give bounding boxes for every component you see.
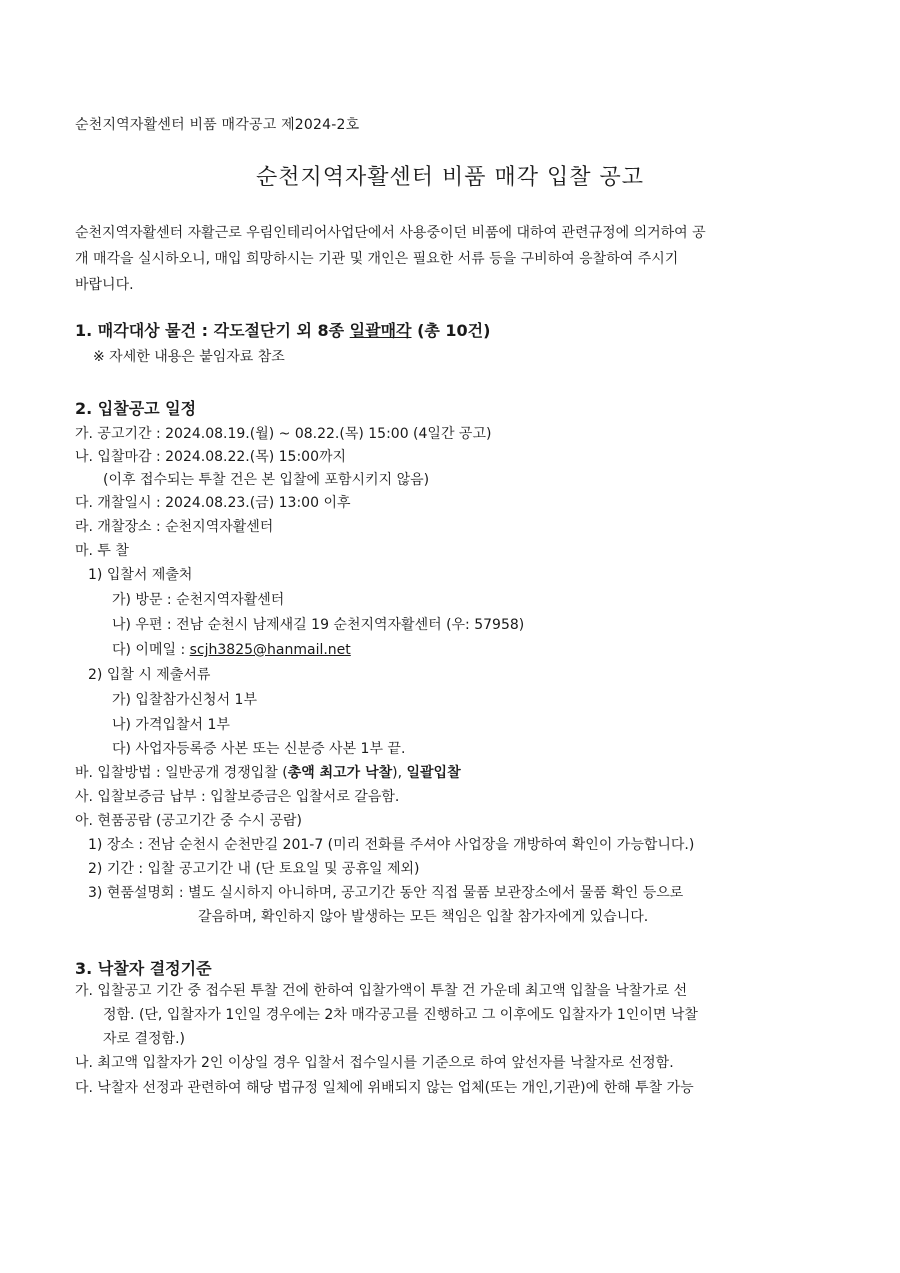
email-label: 다) 이메일 :	[112, 642, 190, 658]
submission-visit: 가) 방문 : 순천지역자활센터	[112, 592, 285, 608]
criteria-c: 다. 낙찰자 선정과 관련하여 해당 법규정 일체에 위배되지 않는 업체(또는 개인,기관)에 한해 투찰 가능	[75, 1080, 694, 1096]
bidding-method-mid: ),	[392, 765, 407, 781]
bidding-method	[75, 762, 461, 782]
schedule-bidding: 마. 투 찰	[75, 543, 129, 559]
intro-line-1: 순천지역자활센터 자활근로 우림인테리어사업단에서 사용중이던 비품에 대하여 관련규정에 의거하여 공	[75, 225, 706, 241]
submission-place-heading: 1) 입찰서 제출처	[88, 567, 193, 583]
schedule-opening-place: 라. 개찰장소 : 순천지역자활센터	[75, 519, 274, 535]
required-docs-heading: 2) 입찰 시 제출서류	[88, 667, 211, 683]
submission-email	[112, 639, 351, 659]
section1-note: ※ 자세한 내용은 붙임자료 참조	[93, 349, 285, 365]
inspection-briefing: 3) 현품설명회 : 별도 실시하지 아니하며, 공고기간 동안 직접 물품 보관장소에서 물품 확인 등으로	[88, 885, 684, 901]
section1-underlined: 일괄매각	[349, 321, 412, 340]
criteria-a-line-2: 정함. (단, 입찰자가 1인일 경우에는 2차 매각공고를 진행하고 그 이후에도 입찰자가 1인이면 낙찰	[103, 1007, 698, 1023]
page-title: 순천지역자활센터 비품 매각 입찰 공고	[255, 165, 644, 190]
section3-heading: 3. 낙찰자 결정기준	[75, 959, 212, 978]
schedule-deadline: 나. 입찰마감 : 2024.08.22.(목) 15:00까지	[75, 449, 347, 465]
section1-prefix: 1. 매각대상 물건 : 각도절단기 외 8종	[75, 321, 350, 340]
document-number: 순천지역자활센터 비품 매각공고 제2024-2호	[75, 117, 360, 133]
required-doc-2: 나) 가격입찰서 1부	[112, 717, 230, 733]
required-doc-3: 다) 사업자등록증 사본 또는 신분증 사본 1부 끝.	[112, 741, 406, 757]
section2-heading: 2. 입찰공고 일정	[75, 399, 197, 418]
schedule-deadline-note: (이후 접수되는 투찰 건은 본 입찰에 포함시키지 않음)	[103, 472, 430, 488]
required-doc-1: 가) 입찰참가신청서 1부	[112, 692, 257, 708]
criteria-a-line-1: 가. 입찰공고 기간 중 접수된 투찰 건에 한하여 입찰가액이 투찰 건 가운데 최고액 입찰을 낙찰가로 선	[75, 983, 688, 999]
submission-mail: 나) 우편 : 전남 순천시 남제새길 19 순천지역자활센터 (우: 57958)	[112, 617, 525, 633]
bidding-method-prefix: 바. 입찰방법 : 일반공개 경쟁입찰 (	[75, 765, 288, 781]
bidding-method-bold-1: 총액 최고가 낙찰	[287, 765, 393, 781]
criteria-b: 나. 최고액 입찰자가 2인 이상일 경우 입찰서 접수일시를 기준으로 하여 앞선자를 낙찰자로 선정함.	[75, 1055, 674, 1071]
intro-line-2: 개 매각을 실시하오니, 매입 희망하시는 기관 및 개인은 필요한 서류 등을 구비하여 응찰하여 주시기	[75, 251, 679, 267]
intro-line-3: 바랍니다.	[75, 277, 134, 293]
email-link[interactable]: scjh3825@hanmail.net	[189, 642, 351, 658]
section1-heading	[75, 318, 490, 341]
criteria-a-line-3: 자로 결정함.)	[103, 1031, 185, 1047]
section1-suffix: (총 10건)	[411, 321, 491, 340]
schedule-opening-time: 다. 개찰일시 : 2024.08.23.(금) 13:00 이후	[75, 495, 351, 511]
inspection-period: 2) 기간 : 입찰 공고기간 내 (단 토요일 및 공휴일 제외)	[88, 861, 420, 877]
inspection-briefing-cont: 갈음하며, 확인하지 않아 발생하는 모든 책임은 입찰 참가자에게 있습니다.	[198, 909, 649, 925]
inspection-place: 1) 장소 : 전남 순천시 순천만길 201-7 (미리 전화를 주셔야 사업장을 개방하여 확인이 가능합니다.)	[88, 837, 695, 853]
bidding-method-bold-2: 일괄입찰	[406, 765, 461, 781]
schedule-notice-period: 가. 공고기간 : 2024.08.19.(월) ~ 08.22.(목) 15:00 (4일간 공고)	[75, 426, 492, 442]
bid-deposit: 사. 입찰보증금 납부 : 입찰보증금은 입찰서로 갈음함.	[75, 789, 400, 805]
inspection-heading: 아. 현품공람 (공고기간 중 수시 공람)	[75, 813, 302, 829]
